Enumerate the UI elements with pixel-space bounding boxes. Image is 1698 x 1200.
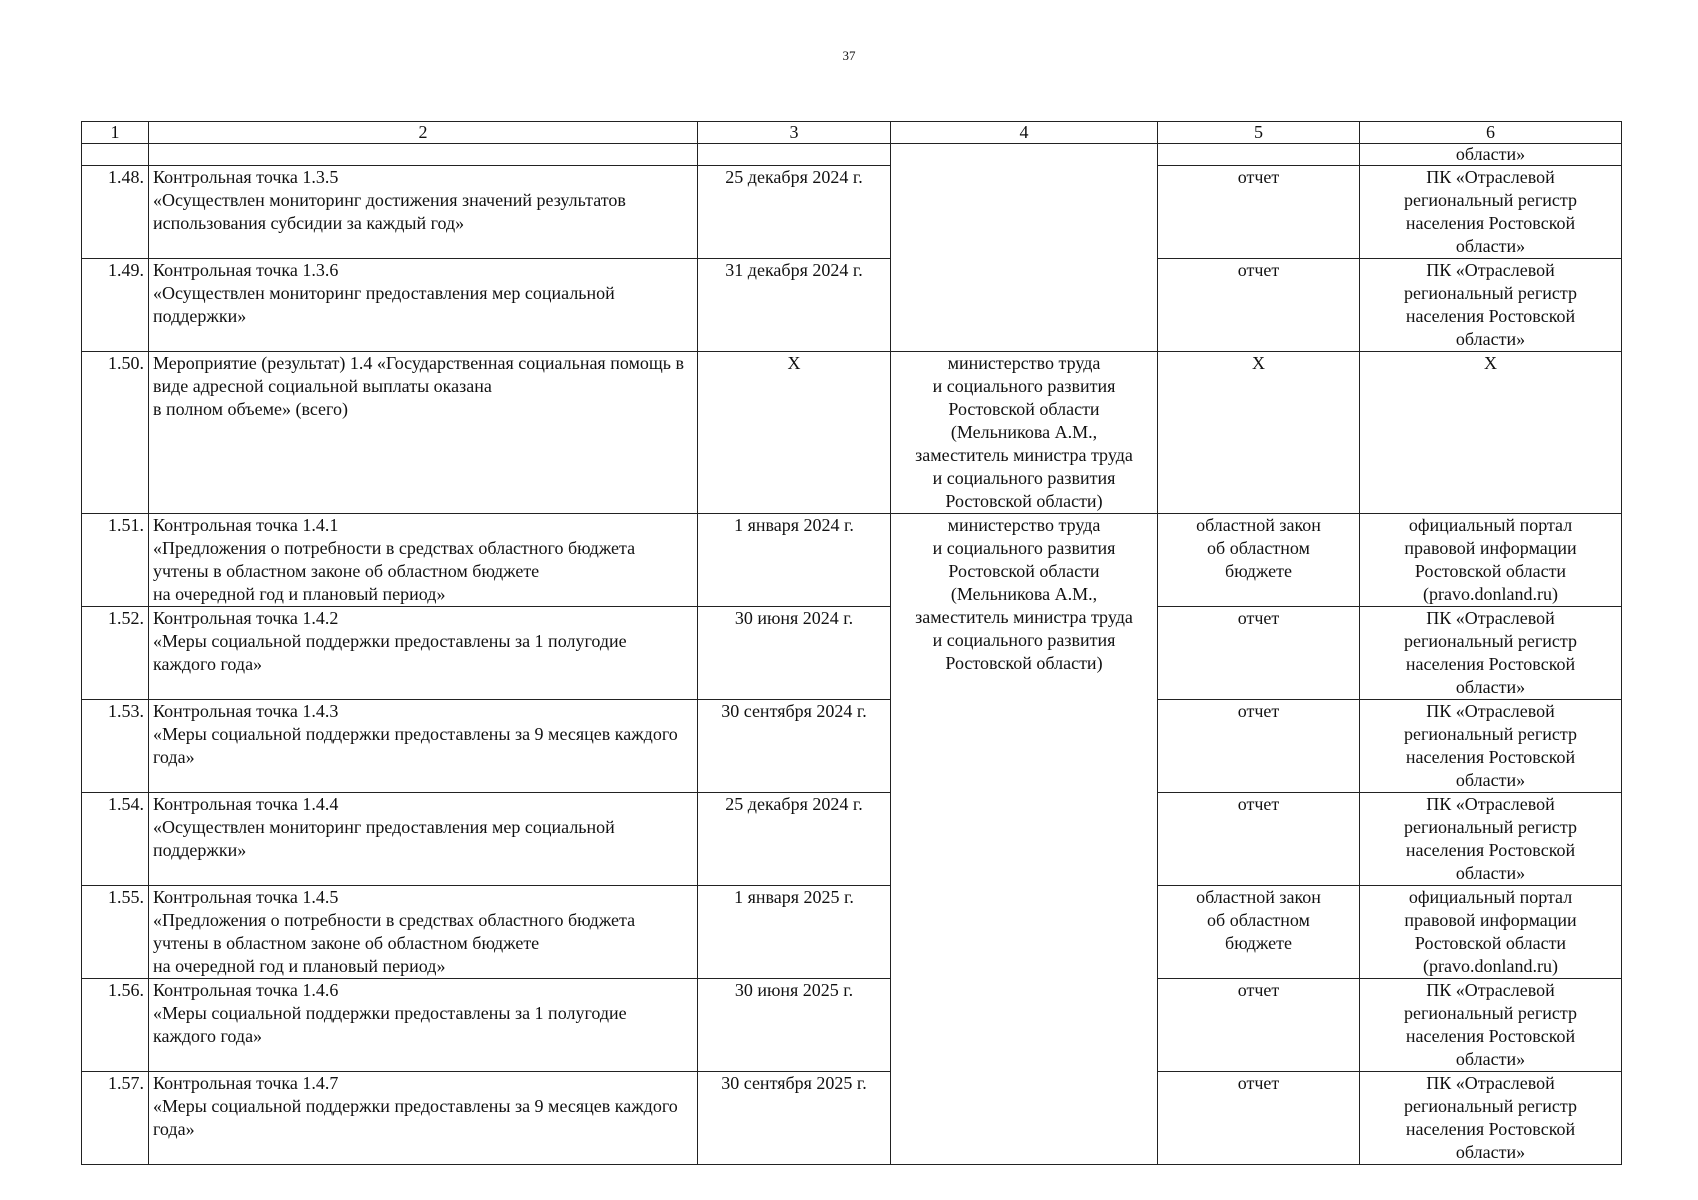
row-number-cell: 1.52. (82, 607, 149, 700)
table-row (82, 514, 1622, 607)
column-number: 1 (82, 122, 149, 144)
table-row (82, 979, 1622, 1072)
date-cell: 1 января 2025 г. (698, 886, 891, 979)
date-cell: 25 декабря 2024 г. (698, 166, 891, 259)
source-cell: ПК «Отраслевой региональный регистр населения Ростовской области» (1360, 166, 1622, 259)
document-cell: отчет (1158, 259, 1360, 352)
document-cell: отчет (1158, 793, 1360, 886)
table-row (82, 352, 1622, 514)
date-cell: 30 сентября 2025 г. (698, 1072, 891, 1165)
row-number-cell: 1.49. (82, 259, 149, 352)
row-number-cell: 1.51. (82, 514, 149, 607)
row-number-cell: 1.53. (82, 700, 149, 793)
description-cell: Мероприятие (результат) 1.4 «Государственная социальная помощь в виде адресной социальной выплаты оказана в полном объеме» (всего) (149, 352, 698, 514)
date-cell: 30 июня 2025 г. (698, 979, 891, 1072)
date-cell: Х (698, 352, 891, 514)
description-cell: Контрольная точка 1.4.1 «Предложения о потребности в средствах областного бюджета учтены в областном законе об областном бюджете на очередной год и плановый период» (149, 514, 698, 607)
source-cell: области» (1360, 144, 1622, 166)
description-cell: Контрольная точка 1.3.5 «Осуществлен мониторинг достижения значений результатов использования субсидии за каждый год» (149, 166, 698, 259)
source-cell: официальный портал правовой информации Ростовской области (pravo.donland.ru) (1360, 514, 1622, 607)
description-cell: Контрольная точка 1.4.7 «Меры социальной поддержки предоставлены за 9 месяцев каждого года» (149, 1072, 698, 1165)
document-cell: отчет (1158, 607, 1360, 700)
plan-table (81, 121, 1622, 1165)
document-cell: Х (1158, 352, 1360, 514)
table-row (82, 886, 1622, 979)
date-cell: 1 января 2024 г. (698, 514, 891, 607)
row-number-cell: 1.56. (82, 979, 149, 1072)
source-cell: ПК «Отраслевой региональный регистр населения Ростовской области» (1360, 607, 1622, 700)
row-number-cell: 1.48. (82, 166, 149, 259)
date-cell: 31 декабря 2024 г. (698, 259, 891, 352)
document-cell: отчет (1158, 700, 1360, 793)
column-number: 4 (891, 122, 1158, 144)
row-number-cell: 1.55. (82, 886, 149, 979)
description-cell: Контрольная точка 1.4.6 «Меры социальной поддержки предоставлены за 1 полугодие каждого года» (149, 979, 698, 1072)
document-cell: областной закон об областном бюджете (1158, 886, 1360, 979)
table-row (82, 1072, 1622, 1165)
table-row (82, 793, 1622, 886)
column-number: 6 (1360, 122, 1622, 144)
source-cell: официальный портал правовой информации Ростовской области (pravo.donland.ru) (1360, 886, 1622, 979)
document-cell (1158, 144, 1360, 166)
date-cell (698, 144, 891, 166)
source-cell: Х (1360, 352, 1622, 514)
date-cell: 25 декабря 2024 г. (698, 793, 891, 886)
table-row (82, 166, 1622, 259)
date-cell: 30 июня 2024 г. (698, 607, 891, 700)
row-number-cell: 1.57. (82, 1072, 149, 1165)
date-cell: 30 сентября 2024 г. (698, 700, 891, 793)
column-number: 5 (1158, 122, 1360, 144)
description-cell: Контрольная точка 1.4.4 «Осуществлен мониторинг предоставления мер социальной поддержки» (149, 793, 698, 886)
responsible-cell (891, 144, 1158, 352)
document-cell: отчет (1158, 1072, 1360, 1165)
source-cell: ПК «Отраслевой региональный регистр населения Ростовской области» (1360, 1072, 1622, 1165)
table-row (82, 700, 1622, 793)
column-number: 3 (698, 122, 891, 144)
row-number-cell (82, 144, 149, 166)
description-cell: Контрольная точка 1.4.2 «Меры социальной поддержки предоставлены за 1 полугодие каждого года» (149, 607, 698, 700)
document-cell: областной закон об областном бюджете (1158, 514, 1360, 607)
description-cell (149, 144, 698, 166)
source-cell: ПК «Отраслевой региональный регистр населения Ростовской области» (1360, 700, 1622, 793)
table-row (82, 259, 1622, 352)
document-cell: отчет (1158, 166, 1360, 259)
source-cell: ПК «Отраслевой региональный регистр населения Ростовской области» (1360, 259, 1622, 352)
table-row (82, 607, 1622, 700)
column-numbers-row (82, 122, 1622, 144)
continuation-row (82, 144, 1622, 166)
description-cell: Контрольная точка 1.3.6 «Осуществлен мониторинг предоставления мер социальной поддержки» (149, 259, 698, 352)
description-cell: Контрольная точка 1.4.5 «Предложения о потребности в средствах областного бюджета учтены в областном законе об областном бюджете на очередной год и плановый период» (149, 886, 698, 979)
row-number-cell: 1.50. (82, 352, 149, 514)
column-number: 2 (149, 122, 698, 144)
responsible-cell: министерство труда и социального развития Ростовской области (Мельникова А.М., заместитель министра труда и социального развития Ростовской области) (891, 514, 1158, 1165)
source-cell: ПК «Отраслевой региональный регистр населения Ростовской области» (1360, 979, 1622, 1072)
row-number-cell: 1.54. (82, 793, 149, 886)
document-cell: отчет (1158, 979, 1360, 1072)
page-number: 37 (842, 48, 856, 63)
responsible-cell: министерство труда и социального развития Ростовской области (Мельникова А.М., заместитель министра труда и социального развития Ростовской области) (891, 352, 1158, 514)
source-cell: ПК «Отраслевой региональный регистр населения Ростовской области» (1360, 793, 1622, 886)
description-cell: Контрольная точка 1.4.3 «Меры социальной поддержки предоставлены за 9 месяцев каждого года» (149, 700, 698, 793)
